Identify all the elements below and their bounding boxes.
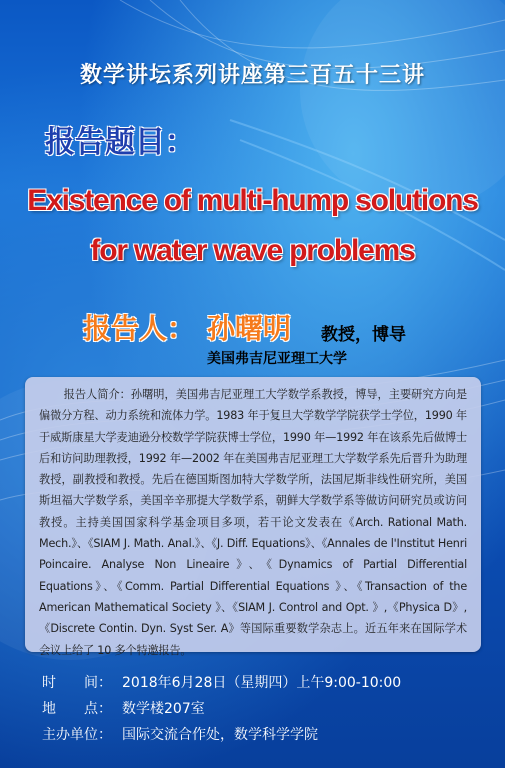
talk-title	[0, 176, 505, 276]
bio-text: 报告人简介：孙曙明，美国弗吉尼亚理工大学数学系教授，博导，主要研究方向是偏微分方程、动力系统和流体力学。1983 年于复旦大学数学学院获学士学位，1990 年于威斯康星大学麦迪逊分校数学学院获博士学位，1990 年—1992 年在该系先后做博士后和访问助理教授，1992 年—2002 年在美国弗吉尼亚理工大学数学系先后晋升为助理教授，副教授和教授。先后在德国斯图加特大学数学所，法国尼斯非线性研究所，美国斯坦福大学数学系，美国辛辛那提大学数学系，朝鲜大学数学系等做访问研究员或访问教授。主持美国国家科学基金项目多项，若干论文发表在《Arch. Rational Math. Mech.》、《SIAM J. Math. Anal.》、《J. Diff. Equations》、《Annales de l'Institut Henri Poincaire. Analyse Non Lineaire》、《Dynamics of Partial Differential Equations》、《Comm. Partial Differential Equations 》、《Transaction of the American Mathematical Society 》、《SIAM J. Control and Opt. 》,《Physica D》,《Discrete Contin. Dyn. Syst Ser. A》等国际重要数学杂志上。近五年来在国际学术会议上给了 10 多个特邀报告。	[39, 388, 467, 657]
time-label: 时 间：	[42, 675, 112, 691]
speaker-name: 孙曙明	[207, 312, 292, 345]
speaker-titles: 教授，博导	[321, 325, 406, 345]
host-row	[42, 724, 318, 744]
talk-title-line-2: for water wave problems	[90, 234, 415, 267]
time-value: 2018年6月28日（星期四）上午9:00-10:00	[122, 675, 402, 691]
place-value: 数学楼207室	[122, 701, 205, 717]
speaker-affiliation: 美国弗吉尼亚理工大学	[207, 351, 347, 367]
series-title: 数学讲坛系列讲座第三百五十三讲	[79, 62, 425, 88]
time-row	[42, 672, 401, 692]
bio-panel	[25, 377, 481, 657]
topic-label: 报告题目：	[45, 125, 195, 160]
host-value: 国际交流合作处，数学科学学院	[122, 727, 318, 743]
place-row	[42, 698, 205, 718]
talk-title-line-1: Existence of multi-hump solutions	[27, 184, 478, 217]
host-label: 主办单位：	[42, 727, 112, 743]
place-label: 地 点：	[42, 701, 112, 717]
speaker-label: 报告人：	[83, 312, 196, 345]
